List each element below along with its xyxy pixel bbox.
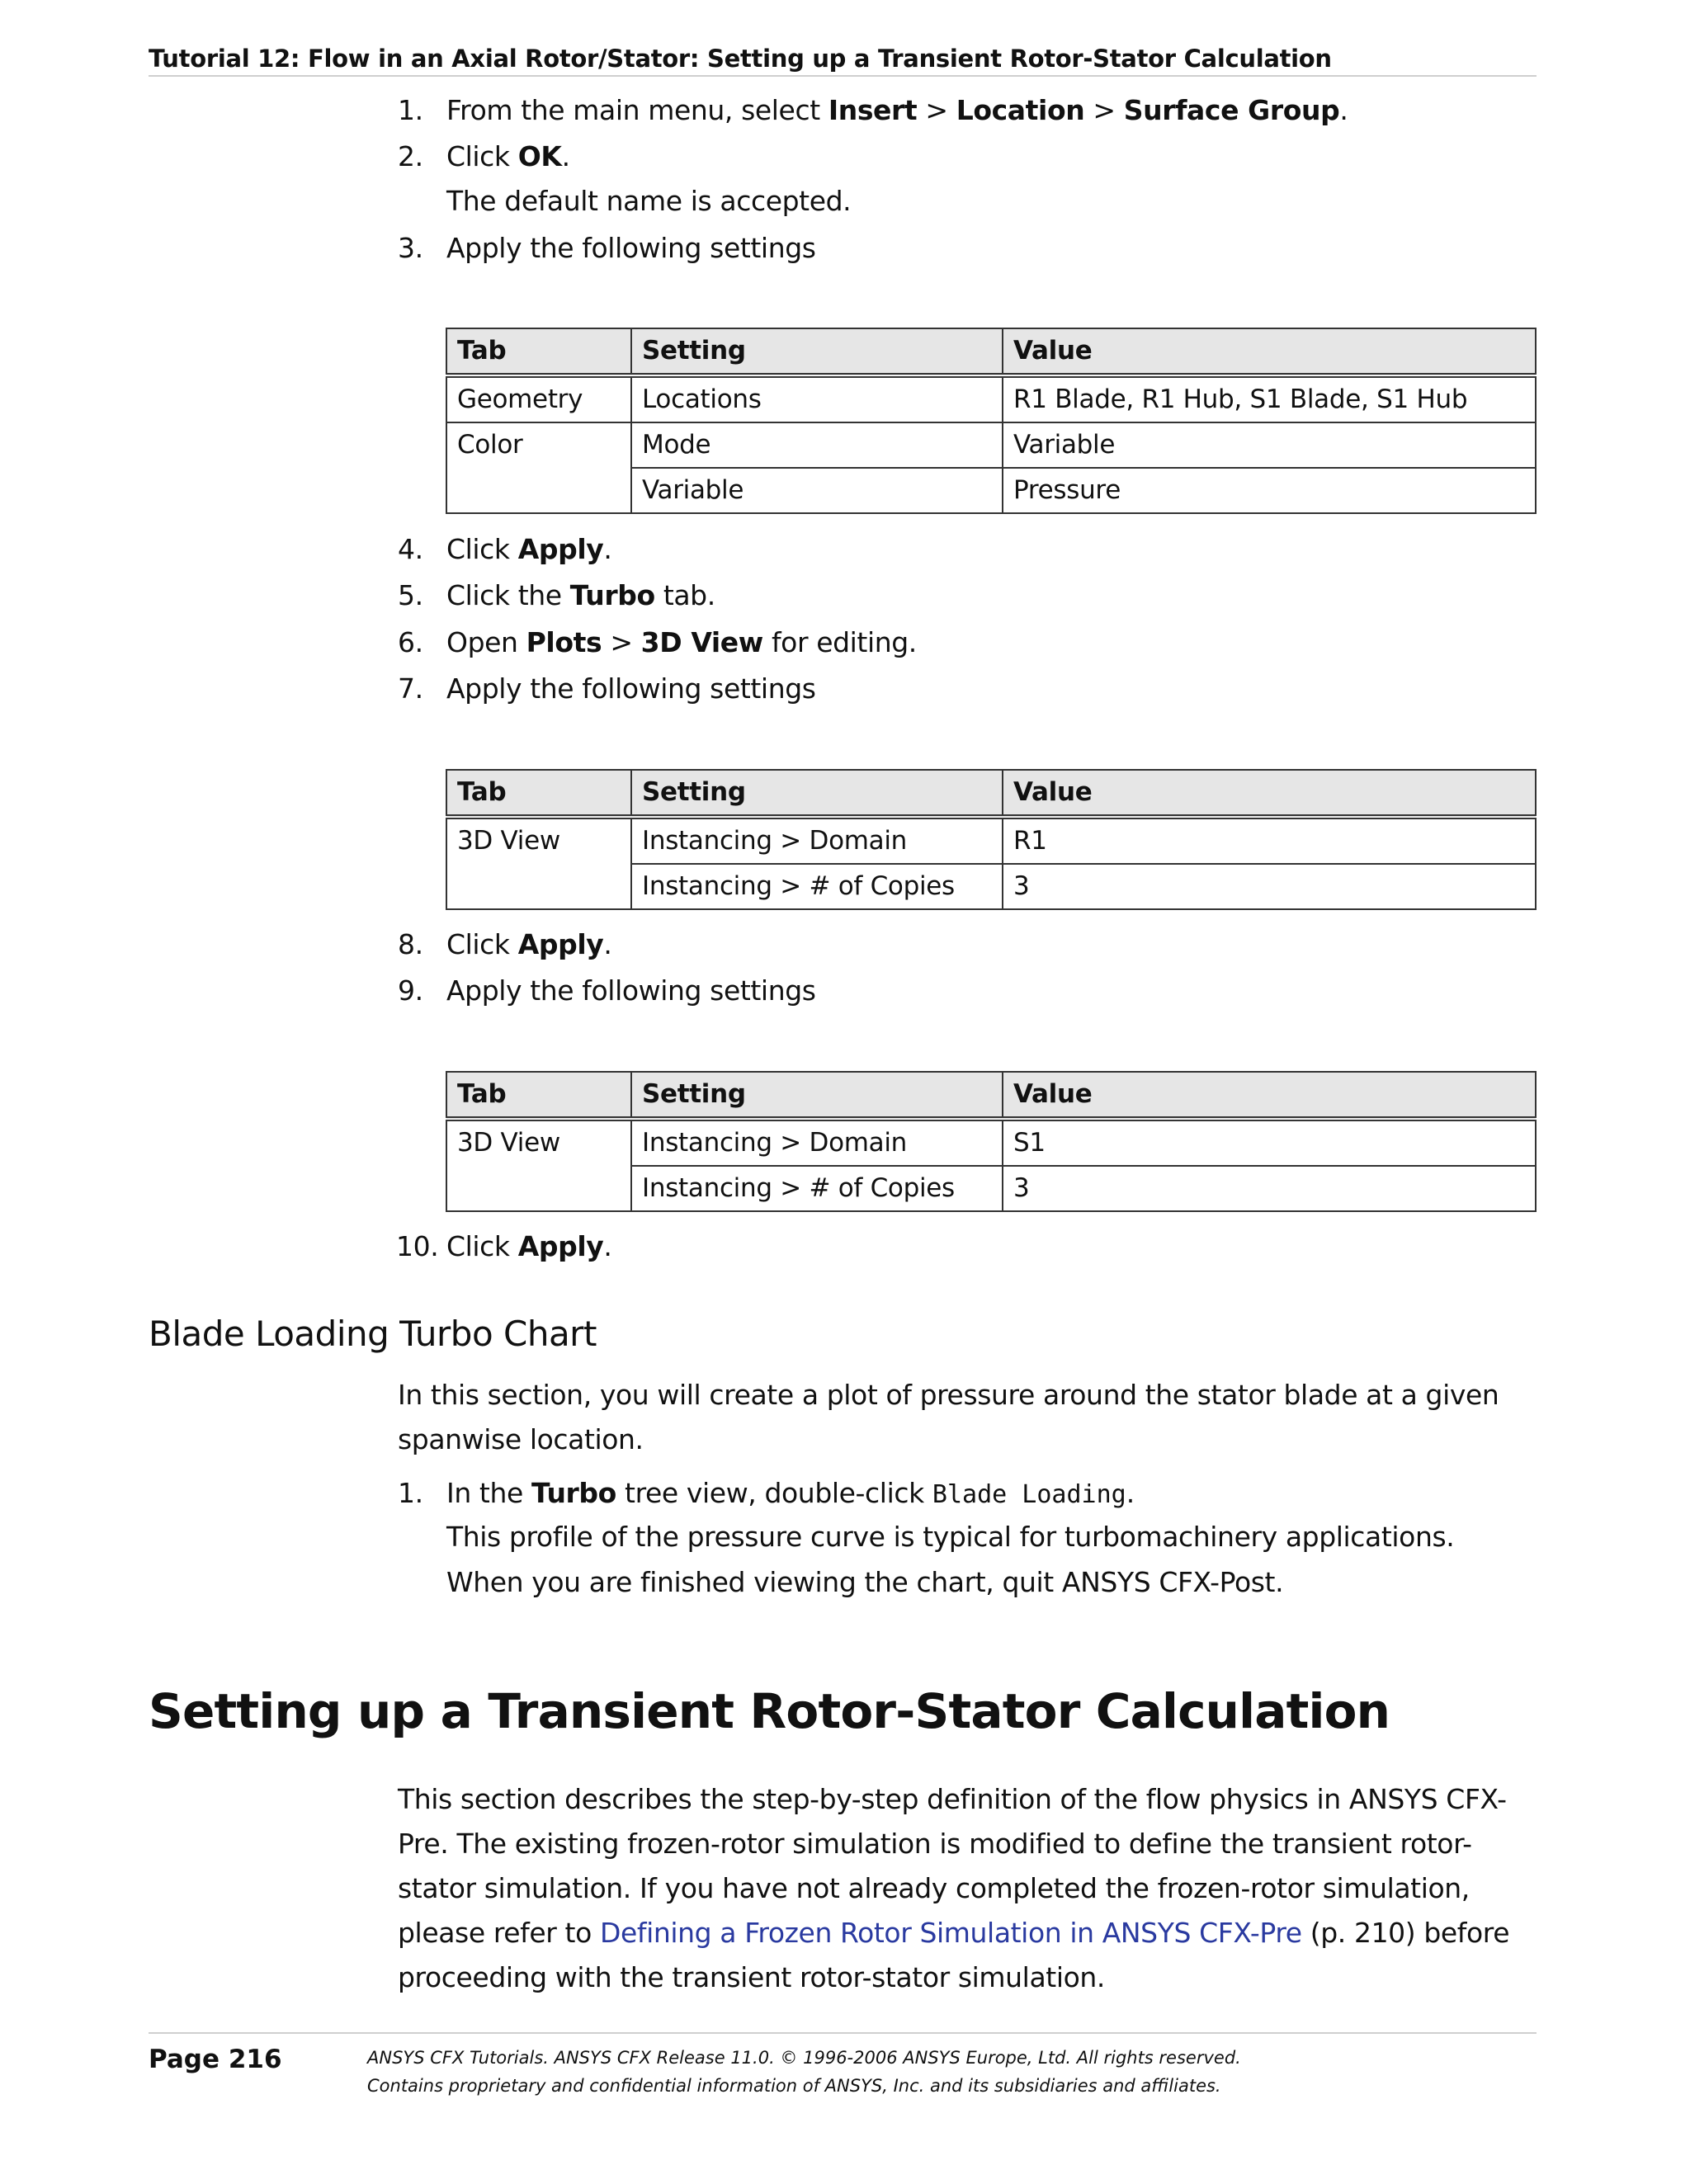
page-number: Page 216 — [149, 2045, 282, 2074]
plots-label: Plots — [526, 626, 602, 658]
step-text: Apply the following settings — [446, 232, 816, 264]
step-text: Apply the following settings — [446, 974, 816, 1007]
cell-setting: Variable — [631, 468, 1003, 513]
header-tab: Tab — [446, 1072, 631, 1119]
section-subheading: Blade Loading Turbo Chart — [149, 1314, 597, 1354]
table-row — [446, 1119, 1536, 1166]
apply-label: Apply — [517, 1230, 604, 1262]
settings-table-2 — [446, 769, 1537, 910]
table-row — [446, 375, 1536, 422]
settings-table-3 — [446, 1071, 1537, 1212]
step-number: 1. — [398, 1477, 423, 1509]
step-text: Open Plots > 3D View for editing. — [446, 626, 917, 658]
header-value: Value — [1003, 770, 1536, 817]
step-text: Click Apply. — [446, 928, 612, 960]
table-header-row — [446, 770, 1536, 817]
step-number: 8. — [398, 928, 423, 960]
footer-confidential: Contains proprietary and confidential information of ANSYS, Inc. and its subsidiaries and affiliates. — [367, 2076, 1221, 2096]
blade-loading-note-1: This profile of the pressure curve is typical for turbomachinery applications. — [446, 1521, 1455, 1553]
running-header: Tutorial 12: Flow in an Axial Rotor/Stator: Setting up a Transient Rotor-Stator Calculation — [149, 45, 1332, 73]
step-number: 9. — [398, 974, 423, 1007]
cell-value: Pressure — [1003, 468, 1536, 513]
cell-value: R1 — [1003, 817, 1536, 864]
turbo-label: Turbo — [531, 1477, 616, 1509]
step-text: Apply the following settings — [446, 672, 816, 705]
header-value: Value — [1003, 328, 1536, 375]
cell-setting: Mode — [631, 422, 1003, 468]
cell-setting: Instancing > Domain — [631, 1119, 1003, 1166]
cell-setting: Locations — [631, 375, 1003, 422]
header-tab: Tab — [446, 770, 631, 817]
table-row — [446, 817, 1536, 864]
cell-value: S1 — [1003, 1119, 1536, 1166]
cell-tab: 3D View — [446, 817, 631, 909]
blade-loading-note-2: When you are finished viewing the chart, quit ANSYS CFX-Post. — [446, 1566, 1284, 1598]
step-number: 2. — [398, 140, 423, 172]
header-setting: Setting — [631, 770, 1003, 817]
cell-tab: Color — [446, 422, 631, 513]
step-number: 5. — [398, 579, 423, 611]
table-header-row — [446, 328, 1536, 375]
cell-value: Variable — [1003, 422, 1536, 468]
step-text: Click Apply. — [446, 533, 612, 565]
ok-label: OK — [517, 140, 562, 172]
frozen-rotor-link[interactable]: Defining a Frozen Rotor Simulation in ANSYS CFX-Pre — [599, 1917, 1302, 1949]
blade-loading-intro: In this section, you will create a plot of pressure around the stator blade at a given spanwise location. — [398, 1379, 1499, 1455]
footer-rule — [149, 2032, 1537, 2034]
step-text: Click Apply. — [446, 1230, 612, 1262]
header-tab: Tab — [446, 328, 631, 375]
cell-value: 3 — [1003, 1166, 1536, 1211]
cell-value: 3 — [1003, 864, 1536, 909]
step-2-note: The default name is accepted. — [446, 185, 852, 217]
turbo-tab-label: Turbo — [569, 579, 655, 611]
header-setting: Setting — [631, 1072, 1003, 1119]
step-text: In the Turbo tree view, double-click Blade Loading. — [446, 1477, 1135, 1509]
step-number: 4. — [398, 533, 423, 565]
cell-tab: Geometry — [446, 375, 631, 422]
menu-surface-group: Surface Group — [1123, 94, 1340, 126]
section-title: Setting up a Transient Rotor-Stator Calculation — [149, 1683, 1390, 1739]
settings-table-1 — [446, 328, 1537, 514]
table-header-row — [446, 1072, 1536, 1119]
step-number: 1. — [398, 94, 423, 126]
header-setting: Setting — [631, 328, 1003, 375]
footer-copyright: ANSYS CFX Tutorials. ANSYS CFX Release 11.0. © 1996-2006 ANSYS Europe, Ltd. All rights reserved. — [367, 2048, 1241, 2068]
apply-label: Apply — [517, 928, 604, 960]
menu-location: Location — [956, 94, 1085, 126]
apply-label: Apply — [517, 533, 604, 565]
step-text: Click OK. — [446, 140, 570, 172]
3d-view-label: 3D View — [640, 626, 763, 658]
step-number: 3. — [398, 232, 423, 264]
cell-setting: Instancing > # of Copies — [631, 1166, 1003, 1211]
menu-insert: Insert — [828, 94, 918, 126]
transient-paragraph: This section describes the step-by-step definition of the flow physics in ANSYS CFX-Pre. The existing frozen-rotor simulation is modified to define the transient rotor-stator simulation. If you have not already completed the frozen-rotor simulation, please refer to Defining a Frozen Rotor Simulation in ANSYS CFX-Pre (p. 210) before proceeding with the transient rotor-stator simulation. — [398, 1783, 1510, 1993]
cell-setting: Instancing > Domain — [631, 817, 1003, 864]
blade-loading-code: Blade Loading — [932, 1480, 1126, 1509]
header-value: Value — [1003, 1072, 1536, 1119]
step-number: 6. — [398, 626, 423, 658]
step-text: Click the Turbo tab. — [446, 579, 715, 611]
step-number: 10. — [396, 1230, 439, 1262]
cell-setting: Instancing > # of Copies — [631, 864, 1003, 909]
step-number: 7. — [398, 672, 423, 705]
cell-tab: 3D View — [446, 1119, 631, 1211]
table-row — [446, 422, 1536, 468]
step-text: From the main menu, select Insert > Location > Surface Group. — [446, 94, 1348, 126]
cell-value: R1 Blade, R1 Hub, S1 Blade, S1 Hub — [1003, 375, 1536, 422]
header-rule — [149, 75, 1537, 77]
